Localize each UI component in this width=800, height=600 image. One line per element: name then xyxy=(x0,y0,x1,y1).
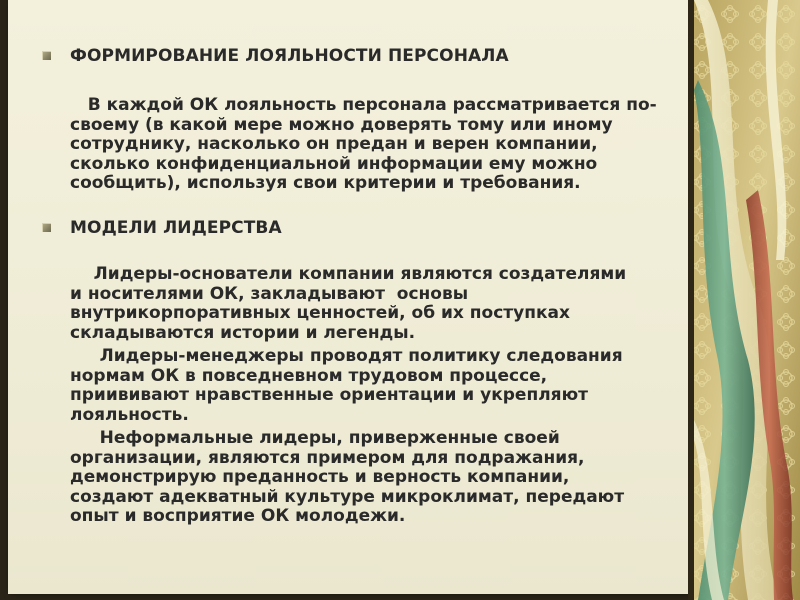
paragraph-informal-leaders: Неформальные лидеры, приверженные своей организации, являются примером для подражания, демонстрирую преданность и верность компании, создают адекватный культуре микроклимат, передают опыт и восприятие ОК молодежи. xyxy=(70,428,625,526)
section-heading-leadership: МОДЕЛИ ЛИДЕРСТВА xyxy=(70,218,282,238)
bullet-icon xyxy=(42,51,51,60)
paragraph-manager-leaders: Лидеры-менеджеры проводят политику следования нормам ОК в повседневном трудовом процессе, приививают нравственные ориентации и укрепляют лояльность. xyxy=(70,346,623,425)
paragraph-founder-leaders: Лидеры-основатели компании являются создателями и носителями ОК, закладывают основы внутрикорпоративных ценностей, об их поступках складываются истории и легенды. xyxy=(70,264,627,343)
ribbon-art xyxy=(688,0,800,600)
decorative-ribbon-panel xyxy=(688,0,800,600)
bullet-icon xyxy=(42,223,51,232)
slide xyxy=(8,0,688,594)
paragraph-loyalty: В каждой ОК лояльность персонала рассматривается по- своему (в какой мере можно доверять тому или иному сотруднику, насколько он предан и верен компании, сколько конфиденциальной информации ему можно сообщить), используя свои критерии и требования. xyxy=(70,95,657,193)
section-heading-loyalty: ФОРМИРОВАНИЕ ЛОЯЛЬНОСТИ ПЕРСОНАЛА xyxy=(70,46,509,66)
